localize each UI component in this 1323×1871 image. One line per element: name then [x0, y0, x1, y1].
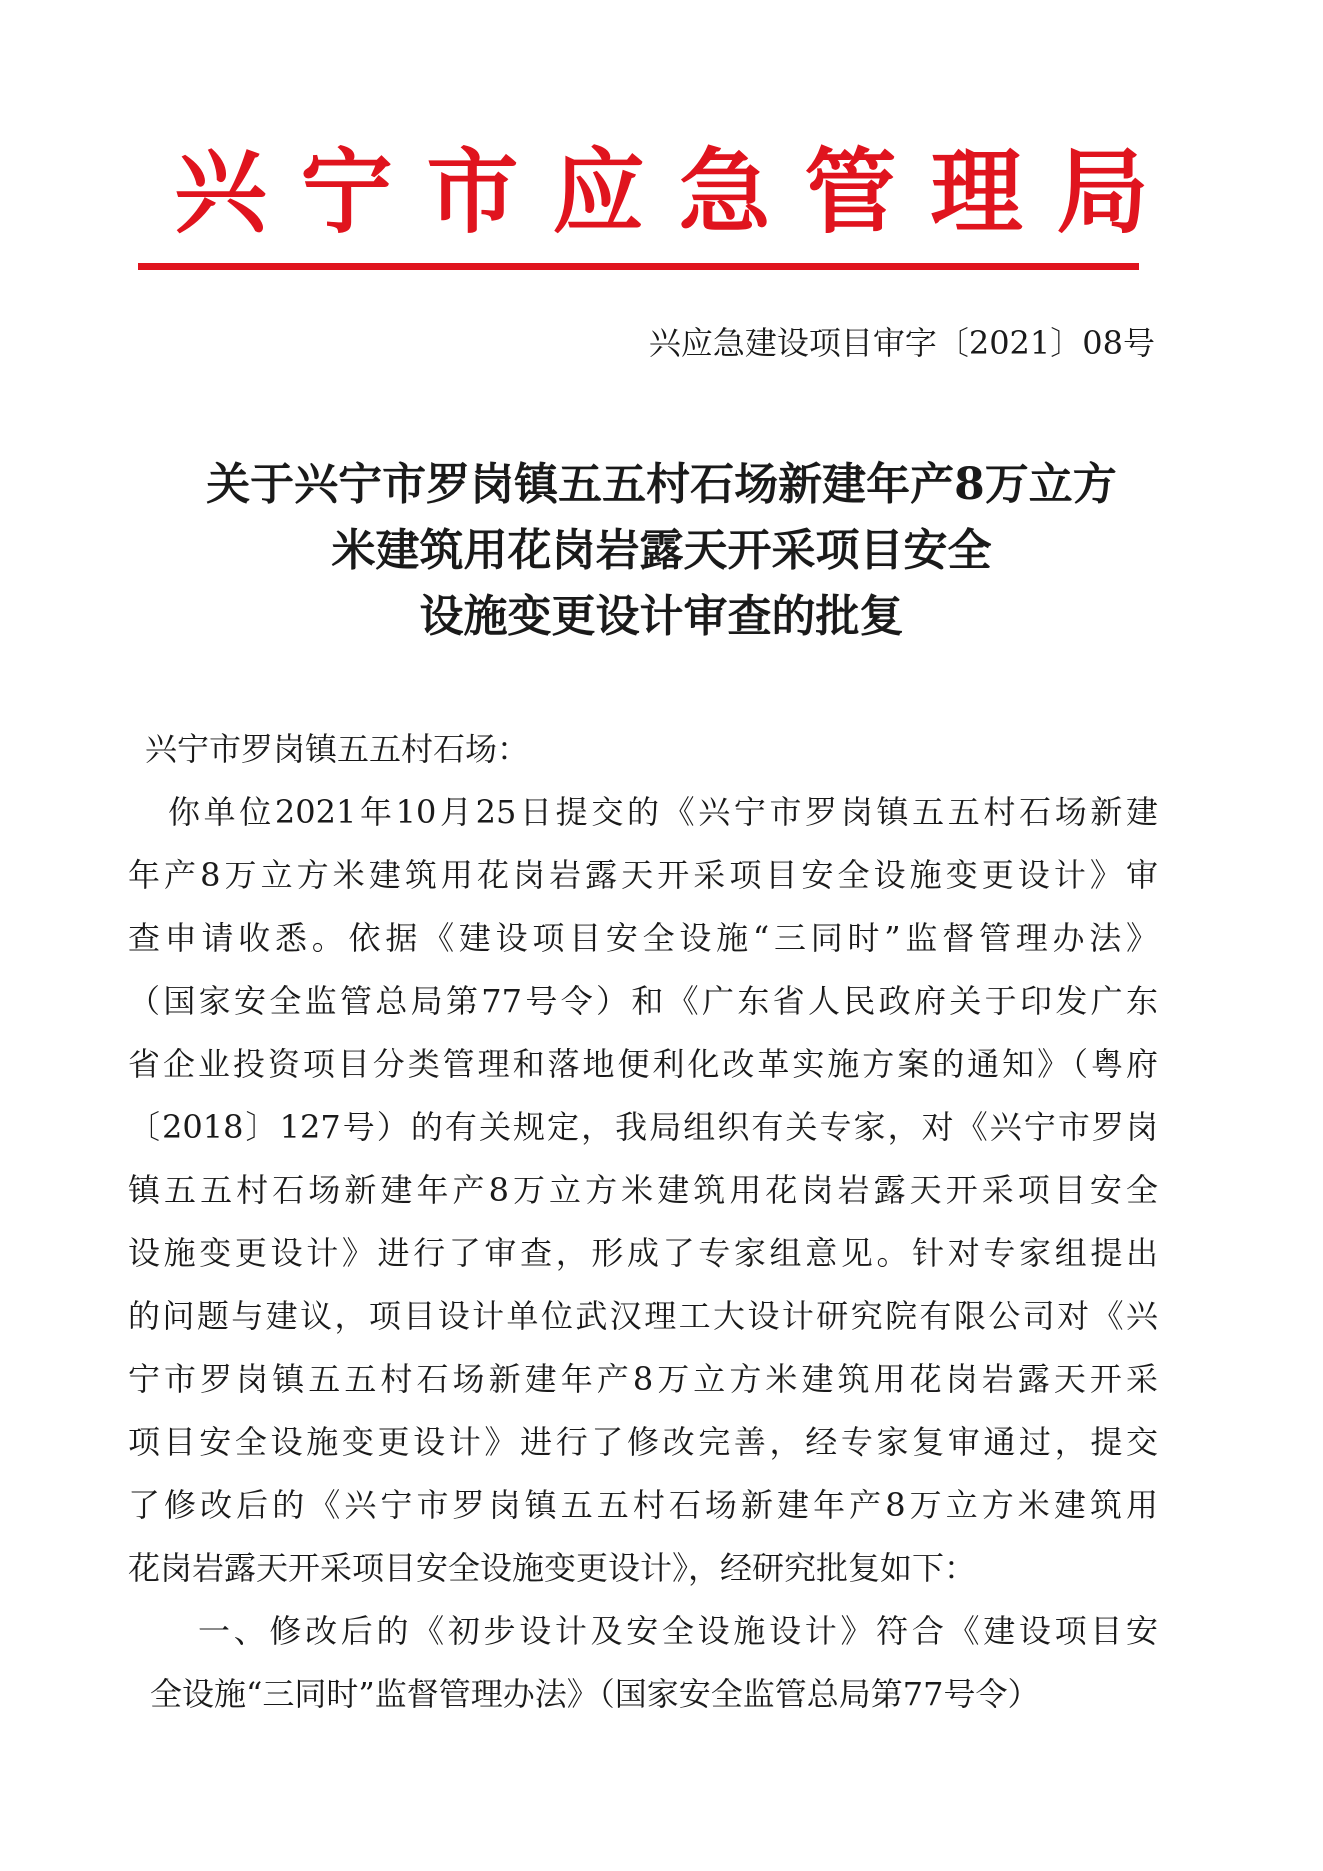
document-title-line: 关于兴宁市罗岗镇五五村石场新建年产8万立方 [206, 459, 1117, 510]
body-line: 全设施“三同时”监督管理办法》（国家安全监管总局第77号令） [150, 1675, 1040, 1713]
document-body [128, 718, 1158, 1726]
body-line: 镇五五村石场新建年产8万立方米建筑用花岗岩露天开采项目安全 [128, 1171, 1158, 1209]
body-line: 你单位2021年10月25日提交的《兴宁市罗岗镇五五村石场新建 [168, 793, 1158, 831]
body-line: 省企业投资项目分类管理和落地便利化改革实施方案的通知》（粤府 [128, 1045, 1158, 1083]
body-line: 宁市罗岗镇五五村石场新建年产8万立方米建筑用花岗岩露天开采 [128, 1360, 1158, 1398]
addressee: 兴宁市罗岗镇五五村石场： [145, 730, 530, 768]
body-line: 花岗岩露天开采项目安全设施变更设计》，经研究批复如下： [128, 1549, 977, 1587]
body-line: 了修改后的《兴宁市罗岗镇五五村石场新建年产8万立方米建筑用 [128, 1486, 1158, 1524]
body-line: 设施变更设计》进行了审查，形成了专家组意见。针对专家组提出 [128, 1234, 1158, 1272]
issuing-organization-header: 兴宁市应急管理局 [174, 139, 1183, 246]
body-line: 〔2018〕127号）的有关规定，我局组织有关专家，对《兴宁市罗岗 [128, 1108, 1158, 1146]
document-title-line: 设施变更设计审查的批复 [419, 591, 904, 642]
body-line: 的问题与建议，项目设计单位武汉理工大设计研究院有限公司对《兴 [128, 1297, 1158, 1335]
red-header-rule [138, 263, 1139, 270]
document-title-line: 米建筑用花岗岩露天开采项目安全 [331, 525, 992, 576]
document-number: 兴应急建设项目审字〔2021〕08号 [648, 324, 1155, 362]
body-line: （国家安全监管总局第77号令）和《广东省人民政府关于印发广东 [128, 982, 1158, 1020]
document-title [100, 452, 1223, 650]
body-line: 项目安全设施变更设计》进行了修改完善，经专家复审通过，提交 [128, 1423, 1158, 1461]
body-line: 查申请收悉。依据《建设项目安全设施“三同时”监督管理办法》 [128, 919, 1158, 957]
body-line: 年产8万立方米建筑用花岗岩露天开采项目安全设施变更设计》审 [128, 856, 1158, 894]
body-line: 一、修改后的《初步设计及安全设施设计》符合《建设项目安 [198, 1612, 1158, 1650]
